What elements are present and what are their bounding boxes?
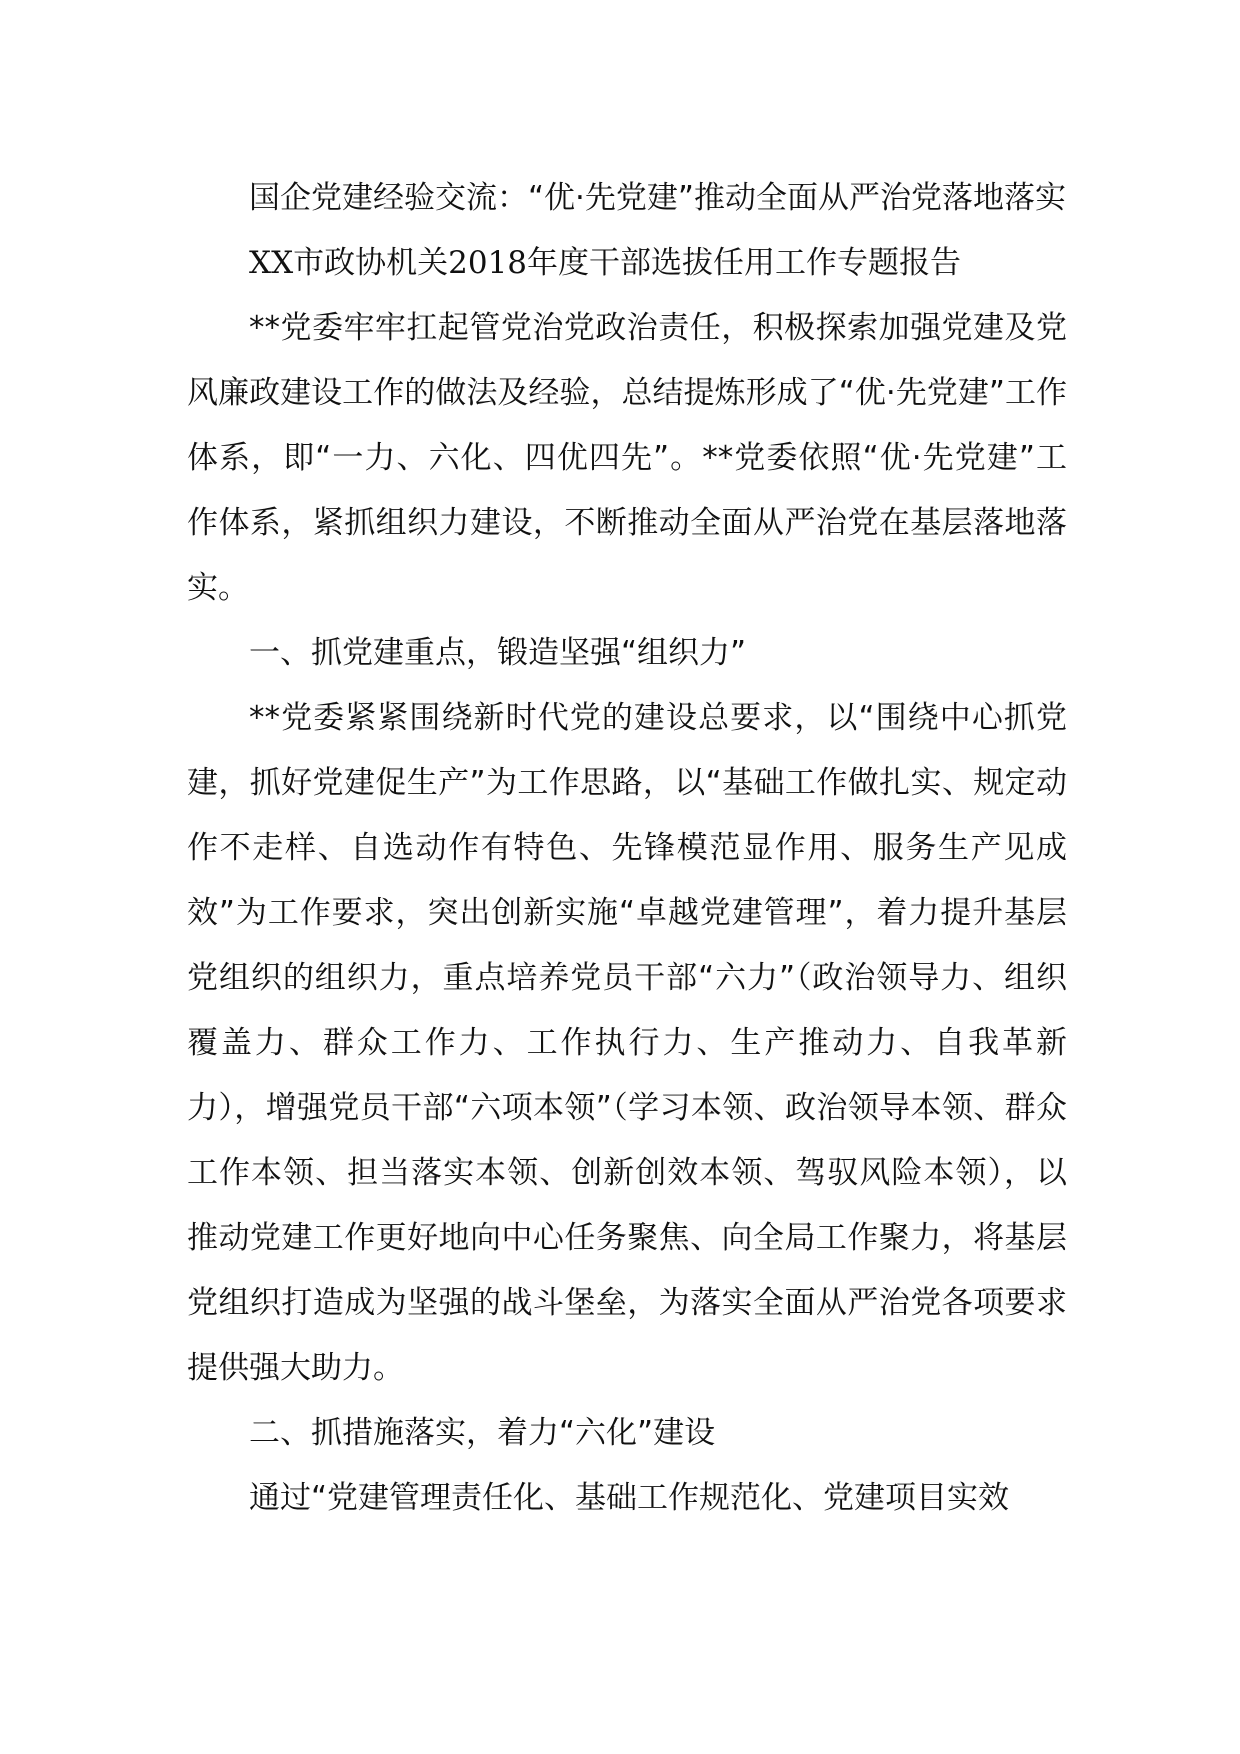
section-2-paragraph: 通过“党建管理责任化、基础工作规范化、党建项目实效 — [249, 1480, 1010, 1516]
section-heading-2: 二、抓措施落实，着力“六化”建设 — [249, 1415, 716, 1451]
section-heading-1: 一、抓党建重点，锻造坚强“组织力” — [249, 635, 747, 671]
document-body — [187, 166, 1067, 1531]
section-1-paragraph: **党委紧紧围绕新时代党的建设总要求，以“围绕中心抓党建，抓好党建促生产”为工作思路，以“基础工作做扎实、规定动作不走样、自选动作有特色、先锋模范显作用、服务生产见成效”为工作要求，突出创新实施“卓越党建管理”，着力提升基层党组织的组织力，重点培养党员干部“六力”（政治领导力、组织覆盖力、群众工作力、工作执行力、生产推动力、自我革新力），增强党员干部“六项本领”（学习本领、政治领导本领、群众工作本领、担当落实本领、创新创效本领、驾驭风险本领），以推动党建工作更好地向中心任务聚焦、向全局工作聚力，将基层党组织打造成为坚强的战斗堡垒，为落实全面从严治党各项要求提供强大助力。 — [187, 700, 1067, 1386]
document-title: 国企党建经验交流：“优·先党建”推动全面从严治党落地落实 — [249, 180, 1066, 216]
document-subtitle: XX市政协机关2018年度干部选拔任用工作专题报告 — [249, 245, 962, 281]
intro-paragraph: **党委牢牢扛起管党治党政治责任，积极探索加强党建及党风廉政建设工作的做法及经验，总结提炼形成了“优·先党建”工作体系，即“一力、六化、四优四先”。**党委依照“优·先党建”工作体系，紧抓组织力建设，不断推动全面从严治党在基层落地落实。 — [187, 310, 1067, 606]
